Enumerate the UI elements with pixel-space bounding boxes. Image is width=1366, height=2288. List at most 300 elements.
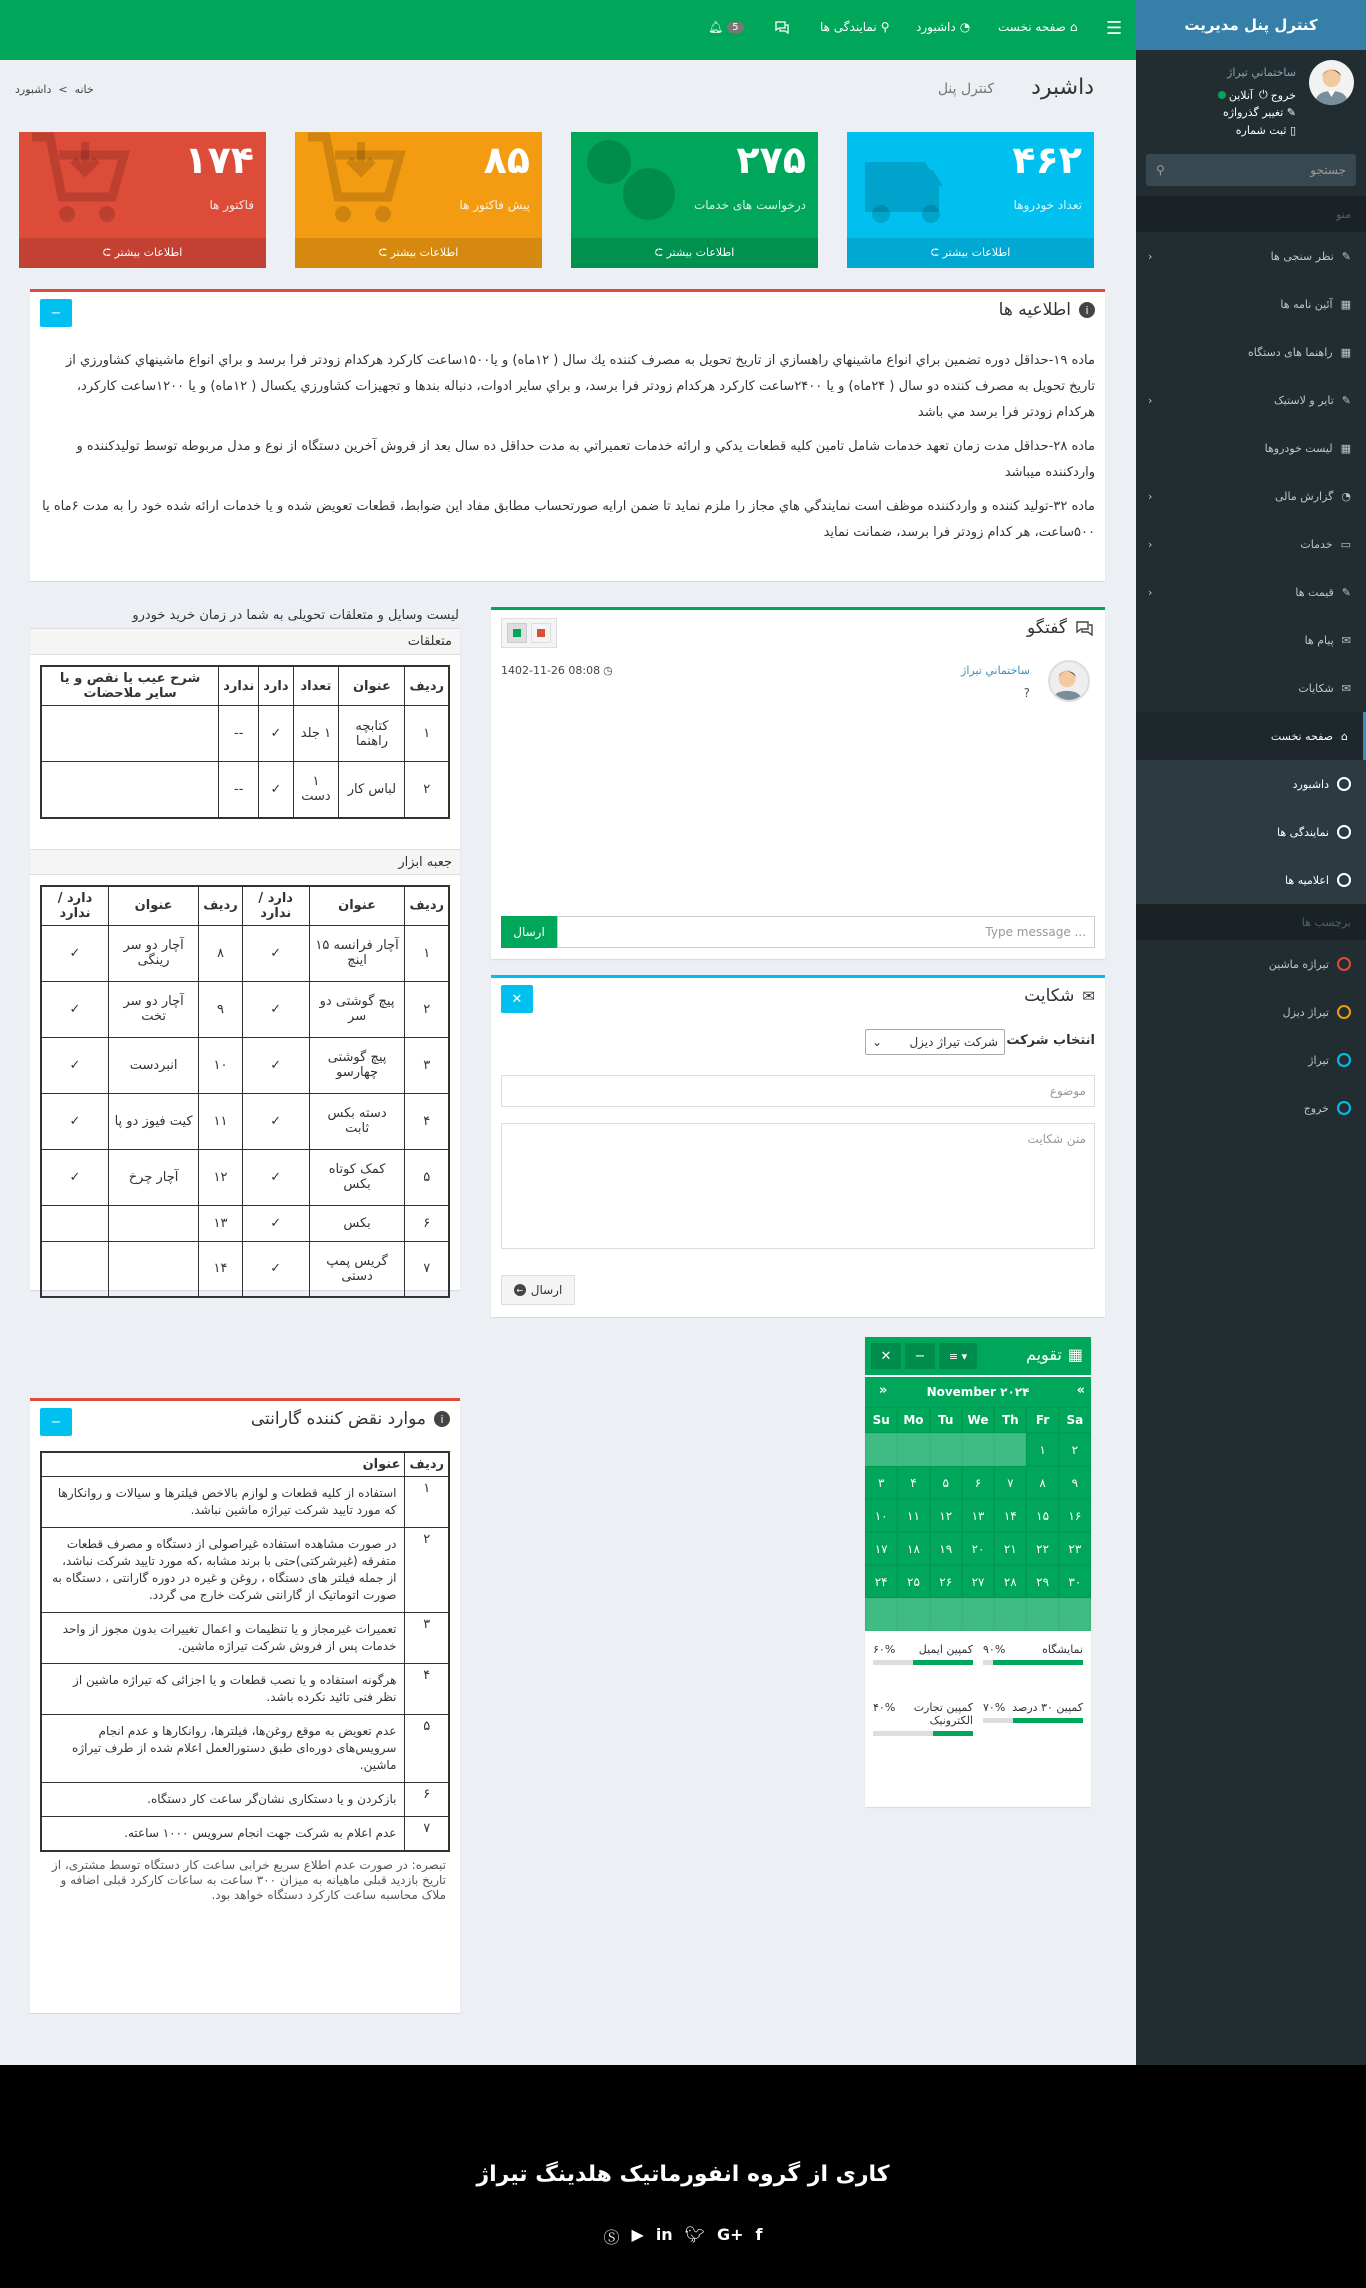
table-row [41,762,449,818]
chat-message-input[interactable] [557,916,1095,948]
key-icon: ✎ [1286,106,1296,119]
search-icon[interactable]: ⚲ [1156,163,1165,177]
table-cell: -- [219,762,259,818]
weekday-header: Tu [930,1407,962,1433]
calendar-month[interactable]: November ۲۰۲۴ [926,1385,1030,1399]
circle-icon [1337,873,1351,887]
calendar-day[interactable] [1026,1598,1058,1631]
sidebar-subitem[interactable] [1136,856,1366,904]
sidebar-tag[interactable] [1136,988,1366,1036]
campaign-progress-fill [913,1660,973,1665]
table-cell: ۱۰ [199,1037,243,1093]
table-cell: ✓ [259,762,293,818]
chat-status-toggle [501,618,557,648]
stat-value: ۲۷۵ [736,138,806,182]
nav-dealers[interactable] [820,20,890,34]
minus-icon: − [50,305,62,321]
logout-link[interactable] [1259,88,1296,102]
sidebar-item-main [1295,586,1351,599]
sidebar-tag-main [1269,957,1351,971]
table-cell: ✓ [242,1205,309,1241]
stat-box [571,132,818,268]
linkedin-icon[interactable]: in [655,2225,673,2244]
campaign-progress-track [983,1718,1083,1723]
calendar-close-button[interactable]: ✕ [871,1343,901,1369]
table-header-cell: عنوان [339,666,405,706]
hamburger-icon: ☰ [1106,18,1123,39]
weekday-header: Mo [897,1407,929,1433]
sidebar-tag-main [1304,1101,1351,1115]
home-nav-icon: ⌂ [1069,20,1078,34]
accessories-heading: لیست وسایل و متعلقات تحویلی به شما در زمان خرید خودرو [132,608,459,623]
sidebar-tag[interactable] [1136,940,1366,988]
table-cell: ۱ [405,706,449,762]
map-marker-icon: ⚲ [880,20,890,34]
table-header-cell: ردیف [405,666,449,706]
table-cell: ✓ [242,1037,309,1093]
sidebar-subitem-label: نمایندگی ها [1277,825,1329,839]
calendar-day[interactable]: ۱۳ [962,1499,994,1532]
table-header-cell: عنوان [109,886,199,926]
calendar-day[interactable]: ۱۶ [1059,1499,1091,1532]
arrow-circle-icon: ⮈ [378,246,391,259]
calendar-day[interactable]: ۳ [865,1466,897,1499]
arrow-circle-icon: ⮈ [102,246,115,259]
menu-header: منو [1136,196,1366,232]
table-cell: ✓ [41,925,109,981]
register-number-link[interactable] [1236,124,1296,137]
stat-box [295,132,542,268]
user-status [1218,88,1296,102]
social-links [0,2225,1366,2248]
envelope-icon: ✉ [1082,987,1095,1005]
calendar-icon: ▦ [1067,1345,1083,1364]
table-cell: کمک کوتاه بکس [309,1149,405,1205]
stat-more-label: اطلاعات بیشتر [114,246,183,259]
circle-icon [1337,1053,1351,1067]
calendar-title-wrap [1026,1345,1083,1364]
chat-title: گفتگو [1027,618,1067,638]
table-cell: ۷ [405,1817,449,1852]
table-cell: ✓ [242,981,309,1037]
sidebar-subitem[interactable] [1136,808,1366,856]
warranty-table [40,1451,450,1852]
table-row [41,1613,449,1664]
chevron-left-icon: ‹ [1148,489,1153,503]
sidebar-tag[interactable] [1136,1084,1366,1132]
arrow-circle-icon: ⮈ [654,246,667,259]
online-status [1218,89,1253,102]
complaint-placeholder: متن شکایت [1027,1132,1086,1146]
menu-icon: ✉ [1341,633,1351,647]
table-cell: آچار دو سر تخت [109,981,199,1037]
sidebar-item[interactable] [1136,664,1366,712]
sidebar-tag[interactable] [1136,1036,1366,1084]
calendar-day[interactable]: ۱۰ [865,1499,897,1532]
company-label: انتخاب شرکت [1006,1033,1095,1048]
stat-more-link[interactable] [847,238,1094,268]
company-select[interactable] [865,1029,1005,1055]
calendar-day[interactable]: ۲۵ [897,1565,929,1598]
sidebar-item[interactable] [1136,328,1366,376]
accessories-table [40,665,450,819]
sidebar-item-label: خدمات [1300,537,1333,551]
calendar-day[interactable]: ۲ [1059,1433,1091,1466]
user-avatar [1309,60,1354,105]
table-header-cell: دارد / ندارد [242,886,309,926]
table-cell: بازکردن و یا دستکاری نشان‌گر ساعت کار دستگاه. [41,1783,405,1817]
sidebar-item-main [1271,250,1351,263]
menu-list [1136,232,1366,1132]
table-cell: ۱ دست [293,762,339,818]
sidebar-item-main [1300,538,1351,551]
calendar-day[interactable] [897,1598,929,1631]
sidebar-item-main [1298,682,1351,695]
sidebar-item-label: صفحه نخست [1270,729,1334,743]
table-cell: پیچ گوشتی چهارسو [309,1037,405,1093]
campaign-progress-track [873,1660,973,1665]
calendar-day[interactable]: ۱ [1026,1433,1058,1466]
nav-home[interactable] [998,20,1077,34]
calendar-day[interactable] [865,1598,897,1631]
campaign-label: کمپین ۳۰ درصد [1012,1701,1083,1714]
table-cell: آچار فرانسه ۱۵ اینچ [309,925,405,981]
calendar-menu-button[interactable]: ≡ ▾ [939,1343,977,1369]
comments-icon [774,20,790,34]
calendar-day[interactable]: ۱۴ [994,1499,1026,1532]
table-row [41,1241,449,1297]
subject-input[interactable] [501,1075,1095,1107]
sidebar-item[interactable] [1136,424,1366,472]
top-navbar [0,0,1136,60]
table-cell: ۳ [405,1613,449,1664]
tags-header: برچسب ها [1136,904,1366,940]
table-header-cell: ردیف [405,1452,449,1477]
sidebar-item-label: راهنما های دستگاه [1248,345,1333,359]
complaint-send-label: ارسال [530,1283,563,1297]
news-header [999,300,1095,320]
table-cell: ۲ [405,981,449,1037]
table-row [41,1664,449,1715]
sidebar-item-main [1274,394,1351,407]
close-complaint-button[interactable] [501,985,533,1013]
next-month-icon[interactable]: » [1076,1383,1085,1398]
calendar-day[interactable] [1059,1598,1091,1631]
register-number-label: ثبت شماره [1235,124,1287,137]
stat-more-link[interactable] [295,238,542,268]
stat-label: پیش فاکتور ها [459,198,530,212]
arrow-circle-icon: ← [514,1284,526,1296]
accessories-panel [30,628,460,1290]
calendar-day[interactable]: ۱۹ [930,1532,962,1565]
campaign-progress-fill [1013,1718,1083,1723]
sidebar-item[interactable] [1136,376,1366,424]
calendar-day[interactable]: ۲۷ [962,1565,994,1598]
user-panel [1136,50,1366,160]
calendar-collapse-button[interactable]: − [905,1343,935,1369]
page-subtitle: کنترل پنل [937,81,994,97]
table-cell: گریس پمپ دستی [309,1241,405,1297]
calendar-grid [865,1407,1091,1631]
calendar-day[interactable] [930,1433,962,1466]
accessories-table-wrap [30,655,460,819]
chat-time-text: 1402-11-26 08:08 [501,664,601,677]
stat-bg-icon [27,132,137,232]
calendar-day[interactable]: ۸ [1026,1466,1058,1499]
table-cell: ۹ [199,981,243,1037]
campaign-item [873,1701,973,1736]
table-cell: ۱ [405,925,449,981]
chat-input-group [501,916,1095,948]
sidebar-tag-label: تیراژ دیزل [1282,1005,1329,1019]
bell-icon: 🔔︎ [708,20,724,34]
table-cell: ✓ [242,1093,309,1149]
calendar-day[interactable] [962,1433,994,1466]
menu-icon: ✉ [1341,681,1351,695]
calendar-day[interactable] [897,1433,929,1466]
table-row [41,1715,449,1783]
toolbox-table [40,885,450,1299]
stat-label: فاکتور ها [209,198,254,212]
clock-icon: ◷ [603,664,613,677]
sidebar-item[interactable] [1136,520,1366,568]
menu-icon: ▭ [1340,537,1351,551]
calendar-day[interactable]: ۲۲ [1026,1532,1058,1565]
news-body [40,348,1095,554]
calendar-day[interactable]: ۱۲ [930,1499,962,1532]
stat-more-label: اطلاعات بیشتر [666,246,735,259]
sidebar-tag-label: تیراژ [1308,1053,1329,1067]
comments-icon [1075,620,1095,636]
stat-bg-icon [579,132,689,232]
chat-header [1027,618,1095,638]
table-cell: کیت فیوز دو پا [109,1093,199,1149]
youtube-icon[interactable]: ▶ [631,2225,644,2244]
table-row [41,925,449,981]
calendar-day[interactable]: ۹ [1059,1466,1091,1499]
calendar-day[interactable] [865,1433,897,1466]
online-label: آنلاین [1228,88,1253,102]
calendar-day[interactable]: ۲۶ [930,1565,962,1598]
sidebar-subitem-main [1285,873,1351,887]
stat-value: ۸۵ [483,138,530,182]
calendar-day[interactable]: ۱۷ [865,1532,897,1565]
sidebar-item[interactable] [1136,472,1366,520]
table-cell: ✓ [41,981,109,1037]
stat-box [847,132,1094,268]
calendar-day[interactable]: ۲۳ [1059,1532,1091,1565]
table-cell: ۴ [405,1664,449,1715]
stat-more-link[interactable] [19,238,266,268]
chat-nav-button[interactable] [774,20,790,34]
dashboard-icon: ◔ [959,20,971,34]
collapse-warranty-button[interactable] [40,1408,72,1436]
sidebar-toggle[interactable] [1106,18,1122,39]
footer-text: کاری از گروه انفورماتیک هلدینگ تیراژ [476,2162,890,2187]
table-cell [41,706,219,762]
warranty-note: تبصره: در صورت عدم اطلاع سریع خرابی ساعت کار دستگاه توسط مشتری، از تاریخ بازدید قبلی ماهیانه به میزان ۳۰۰ ساعت به ساعات کارکرد قبلی اضافه و ملاک محاسبه ساعت کارکرد دستگاه خواهد بود. [51,1858,446,1902]
calendar-day[interactable] [962,1598,994,1631]
nav-dashboard[interactable] [916,20,970,34]
nav-home-label: صفحه نخست [998,20,1066,34]
menu-icon: ⌂ [1341,729,1348,743]
complaint-panel [491,975,1105,1317]
table-header-cell: دارد [259,666,293,706]
weekday-header: Su [865,1407,897,1433]
chevron-left-icon: ‹ [1148,537,1153,551]
sidebar-item[interactable] [1136,616,1366,664]
sidebar-subitem[interactable] [1136,760,1366,808]
campaign-label: کمپین تجارت الکترونیک [913,1701,973,1727]
circle-icon [1337,1101,1351,1115]
sidebar-item-label: تایر و لاستیک [1273,393,1334,407]
table-cell: ✓ [242,1149,309,1205]
prev-month-icon[interactable]: « [879,1383,888,1398]
sidebar-item-main [1275,490,1351,503]
table-cell: ۲ [405,1528,449,1613]
chat-panel [491,607,1105,959]
section-toolbox: جعبه ابزار [30,849,460,875]
company-select-value: شرکت تیراژ دیزل [909,1035,998,1049]
table-cell: ۶ [405,1205,449,1241]
warranty-header [251,1409,450,1429]
sidebar-subitem-main [1293,777,1351,791]
table-cell: ۷ [405,1241,449,1297]
table-cell: در صورت مشاهده استفاده غیراصولی از دستگاه و مصرف قطعات متفرقه (غیرشرکتی)حتی با برند مشابه ،که مورد تایید شرکت نباشد، از جمله فیلتر های دستگاه ، روغن و غیره در دوره گارانتی ، دستگاه به صورت اتوماتیک از گارانتی شرکت خارج می گردد. [41,1528,405,1613]
table-cell [41,762,219,818]
minus-icon: − [50,1414,62,1430]
campaign-label: نمایشگاه [1042,1643,1083,1656]
table-cell: ✓ [259,706,293,762]
calendar-header [865,1337,1091,1375]
calendar-day[interactable]: ۲۰ [962,1532,994,1565]
skype-icon[interactable]: Ⓢ [603,2228,620,2247]
twitter-icon[interactable]: 🐦︎ [684,2225,705,2244]
calendar-day[interactable] [930,1598,962,1631]
sidebar-brand[interactable]: کنترل پنل مدیریت [1136,0,1366,50]
weekday-header: Fr [1026,1407,1058,1433]
collapse-news-button[interactable] [40,299,72,327]
complaint-textarea[interactable] [501,1123,1095,1249]
chat-message: ? [1023,686,1030,700]
table-row [41,1783,449,1817]
table-row [41,981,449,1037]
calendar-day[interactable]: ۲۱ [994,1532,1026,1565]
nav-dashboard-label: داشبورد [916,20,956,34]
facebook-icon[interactable]: f [755,2225,763,2244]
table-cell: ۱۳ [199,1205,243,1241]
news-panel [30,289,1105,581]
table-cell: ۱۲ [199,1149,243,1205]
chat-send-button[interactable]: ارسال [501,916,557,948]
sidebar-tag-label: خروج [1303,1101,1329,1115]
sidebar-item-label: قیمت ها [1295,585,1334,599]
calendar-day[interactable]: ۲۹ [1026,1565,1058,1598]
search-input[interactable]: جستجو [1310,163,1346,177]
table-cell: ۱۱ [199,1093,243,1149]
calendar-day[interactable]: ۱۵ [1026,1499,1058,1532]
calendar-day[interactable] [994,1433,1026,1466]
campaign-label-row [873,1643,973,1656]
table-header-cell: ندارد [219,666,259,706]
weekday-header: Th [994,1407,1026,1433]
notifications-button[interactable] [708,20,744,34]
sidebar-item-main [1265,442,1351,455]
campaign-progress-fill [933,1731,973,1736]
table-header-cell: عنوان [41,1452,405,1477]
campaign-percent: ۷۰% [983,1701,1006,1714]
chat-author[interactable]: ساختماني تيراژ [961,664,1030,677]
table-row [41,1528,449,1613]
breadcrumb-home[interactable]: خانه [74,83,94,96]
warranty-title: موارد نقض کننده گارانتی [250,1409,426,1429]
sidebar-item[interactable] [1136,232,1366,280]
complaint-send-button[interactable] [501,1275,575,1305]
sidebar-item-label: نظر سنجی ها [1270,249,1334,263]
table-row [41,706,449,762]
sidebar-item[interactable] [1136,568,1366,616]
toolbox-table-wrap [30,875,460,1299]
news-title: اطلاعیه ها [998,300,1071,320]
campaign-progress-track [983,1660,1083,1665]
calendar-day[interactable]: ۱۱ [897,1499,929,1532]
campaign-percent: ۹۰% [983,1643,1006,1656]
calendar-day[interactable] [994,1598,1026,1631]
table-cell: آچار چرخ [109,1149,199,1205]
table-row [41,1205,449,1241]
chevron-left-icon: ‹ [1148,249,1153,263]
calendar-day[interactable]: ۴ [897,1466,929,1499]
status-green-button[interactable] [507,623,527,643]
menu-icon: ✎ [1341,249,1351,263]
table-cell: ۱ جلد [293,706,339,762]
menu-icon: ✎ [1341,585,1351,599]
campaign-progress-list [865,1631,1091,1773]
table-cell [41,1241,109,1297]
footer [0,2065,1366,2288]
sidebar-item-label: شکایات [1298,681,1334,695]
table-cell [41,1205,109,1241]
info-circle-icon: i [1079,302,1095,318]
menu-icon: ▦ [1340,441,1351,455]
stat-more-link[interactable] [571,238,818,268]
calendar-day[interactable]: ۷ [994,1466,1026,1499]
calendar-day[interactable]: ۵ [930,1466,962,1499]
change-password-link[interactable] [1223,106,1296,119]
table-header-cell: ردیف [199,886,243,926]
calendar-day[interactable]: ۶ [962,1466,994,1499]
complaint-header [1024,986,1095,1006]
warranty-header-row [41,1452,449,1477]
sidebar-tag-label: تیراژه ماشین [1268,957,1329,971]
circle-icon [1337,957,1351,971]
calendar-day[interactable]: ۱۸ [897,1532,929,1565]
sidebar-item[interactable] [1136,280,1366,328]
stat-label: درخواست های خدمات [693,198,806,212]
calendar-day[interactable]: ۳۰ [1059,1565,1091,1598]
campaign-percent: ۴۰% [873,1701,896,1714]
calendar-day[interactable]: ۲۴ [865,1565,897,1598]
status-red-button[interactable] [531,623,551,643]
calendar-day[interactable]: ۲۸ [994,1565,1026,1598]
phone-icon: ▯ [1289,124,1296,137]
chat-avatar [1048,660,1090,702]
sidebar-item[interactable] [1136,712,1366,760]
calendar-panel [865,1337,1091,1807]
table-cell: ✓ [41,1093,109,1149]
google-plus-icon[interactable]: G+ [717,2225,744,2244]
table-cell: ۱۴ [199,1241,243,1297]
